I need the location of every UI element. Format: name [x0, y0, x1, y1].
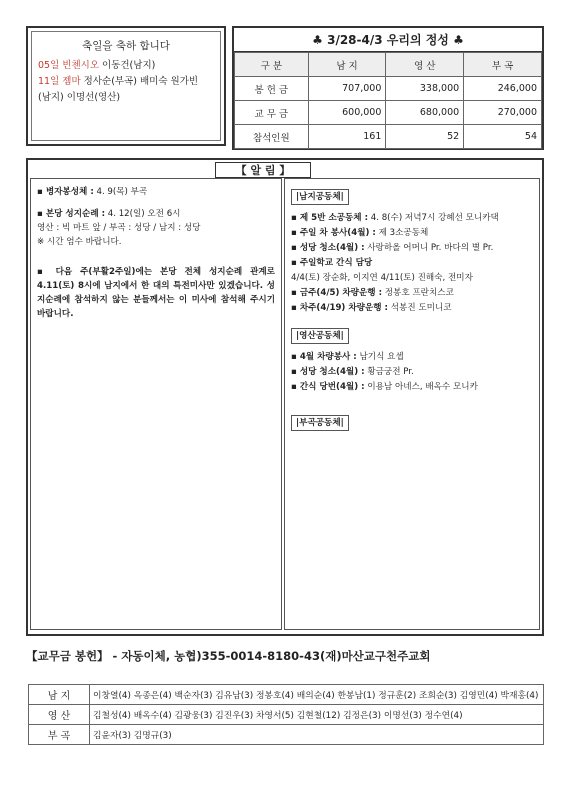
offering-header-cell: 구 분: [235, 53, 309, 77]
offering-header-cell: 남 지: [308, 53, 386, 77]
notices-title: 【 알 림 】: [215, 162, 311, 178]
notice-text: 정봉호 프란치스코: [382, 288, 454, 298]
offering-cell: 338,000: [386, 77, 464, 101]
offering-row: [235, 77, 542, 101]
notice-text: 남기식 요셉: [356, 352, 404, 362]
table-row: [29, 705, 544, 725]
notice-text: 4. 12(일) 오전 6시: [105, 209, 181, 219]
offering-cell: 52: [386, 125, 464, 149]
feast-day-line-3: (남지) 이명선(영산): [38, 92, 121, 103]
notice-item: ▪ 주일학교 간식 담당: [291, 258, 373, 268]
donor-region-label: 부 곡: [29, 725, 90, 745]
notice-item: [37, 185, 275, 199]
feast-day-date-2: 11일 젬마: [38, 76, 81, 87]
notice-item: [291, 350, 533, 365]
offering-row-label: 봉 헌 금: [235, 77, 309, 101]
notice-item: [291, 286, 533, 301]
namji-section-title: |남지공동체|: [291, 189, 349, 205]
offering-header-cell: 부 곡: [464, 53, 542, 77]
notice-item: [291, 241, 533, 256]
offering-header-cell: 영 산: [386, 53, 464, 77]
notice-label: ▪ 금주(4/5) 차량운행 :: [291, 288, 382, 298]
notice-text: 제 3소공동체: [375, 228, 429, 238]
notice-label: ▪ 병자봉성체 :: [37, 187, 94, 197]
donor-names: 이창열(4) 옥종은(4) 백순자(3) 김유남(3) 정봉호(4) 배의순(4) 한봉남(1) 정규훈(2) 조희순(3) 김영민(4) 박재홍(4): [90, 685, 544, 705]
notice-label: ▪ 주일 차 봉사(4월) :: [291, 228, 376, 238]
notice-label: ▪ 제 5반 소공동체 :: [291, 213, 369, 223]
notice-item: [291, 226, 533, 241]
feast-day-date-1: 05일 빈첸시오: [38, 60, 99, 71]
offering-cell: 680,000: [386, 101, 464, 125]
donor-table: [28, 684, 544, 745]
offering-header-row: [235, 53, 542, 77]
notice-text: 4. 9(목) 부곡: [93, 187, 148, 197]
notices-right-column: [284, 178, 540, 630]
offering-cell: 270,000: [464, 101, 542, 125]
offering-row: [235, 125, 542, 149]
feast-day-names-2: 정사순(부곡) 배미숙 원가빈: [83, 76, 199, 87]
table-row: [29, 725, 544, 745]
notice-subtext: 영산 : 빅 마트 앞 / 부곡 : 성당 / 남지 : 성당: [37, 223, 201, 233]
offering-cell: 161: [308, 125, 386, 149]
notice-paragraph: ▪ 다음 주(부활2주일)에는 본당 전체 성지순례 관계로 4.11(토) 8시에 남지에서 한 대의 특전미사만 있겠습니다. 성지순례에 참석하지 않는 분들께서는 이 미사에 참석해 주시기 바랍니다.: [37, 267, 275, 319]
offering-box: [232, 26, 544, 150]
notice-label: ▪ 간식 당번(4월) :: [291, 382, 365, 392]
offering-cell: 600,000: [308, 101, 386, 125]
offering-cell: 707,000: [308, 77, 386, 101]
notice-label: ▪ 성당 청소(4월) :: [291, 367, 365, 377]
notice-text: 사랑하올 어머니 Pr. 바다의 별 Pr.: [364, 243, 494, 253]
bugok-section-title: |부곡공동체|: [291, 415, 349, 431]
donor-names: 김철성(4) 배옥수(4) 김광웅(3) 김진우(3) 차영서(5) 김현철(12) 김정은(3) 이명선(3) 정수연(4): [90, 705, 544, 725]
notice-item: [291, 211, 533, 226]
feast-day-names-1: 이동건(남지): [102, 60, 156, 71]
offering-title: ♣ 3/28-4/3 우리의 정성 ♣: [234, 28, 542, 52]
feast-day-title: 축일을 축하 합니다: [82, 40, 170, 52]
feast-day-line-2: [38, 74, 214, 90]
offering-cell: 54: [464, 125, 542, 149]
notices-left-column: [30, 178, 282, 630]
offering-row-label: 참석인원: [235, 125, 309, 149]
bank-transfer-info: 【교무금 봉헌】 - 자동이체, 농협)355-0014-8180-43(재)마산교구천주교회: [26, 649, 431, 663]
donor-region-label: 영 산: [29, 705, 90, 725]
offering-cell: 246,000: [464, 77, 542, 101]
table-row: [29, 685, 544, 705]
notice-note: ※ 시간 엄수 바랍니다.: [37, 237, 122, 247]
notice-label: ▪ 성당 청소(4월) :: [291, 243, 365, 253]
feast-day-box: [26, 26, 226, 146]
feast-day-line-1: [38, 58, 214, 74]
notice-text: 석봉진 도미니코: [387, 303, 452, 313]
offering-table: [234, 52, 542, 149]
notice-label: ▪ 차주(4/19) 차량운행 :: [291, 303, 388, 313]
notice-text: 이용남 아네스, 배옥수 모니카: [364, 382, 478, 392]
notice-item: [291, 365, 533, 380]
donor-region-label: 남 지: [29, 685, 90, 705]
donor-names: 김윤자(3) 김명규(3): [90, 725, 544, 745]
offering-row-label: 교 무 금: [235, 101, 309, 125]
notice-label: ▪ 4월 차량봉사 :: [291, 352, 357, 362]
notice-text: 4/4(토) 장순화, 이지연 4/11(토) 진해숙, 전미자: [291, 273, 473, 283]
notice-item: [37, 207, 275, 221]
notice-item: [291, 301, 533, 316]
notice-text: 4. 8(수) 저녁7시 강혜선 모니카댁: [368, 213, 499, 223]
offering-row: [235, 101, 542, 125]
yeongsan-section-title: |영산공동체|: [291, 328, 349, 344]
notice-text: 황금궁전 Pr.: [364, 367, 414, 377]
notice-item: [291, 380, 533, 395]
notice-label: ▪ 본당 성지순례 :: [37, 209, 106, 219]
